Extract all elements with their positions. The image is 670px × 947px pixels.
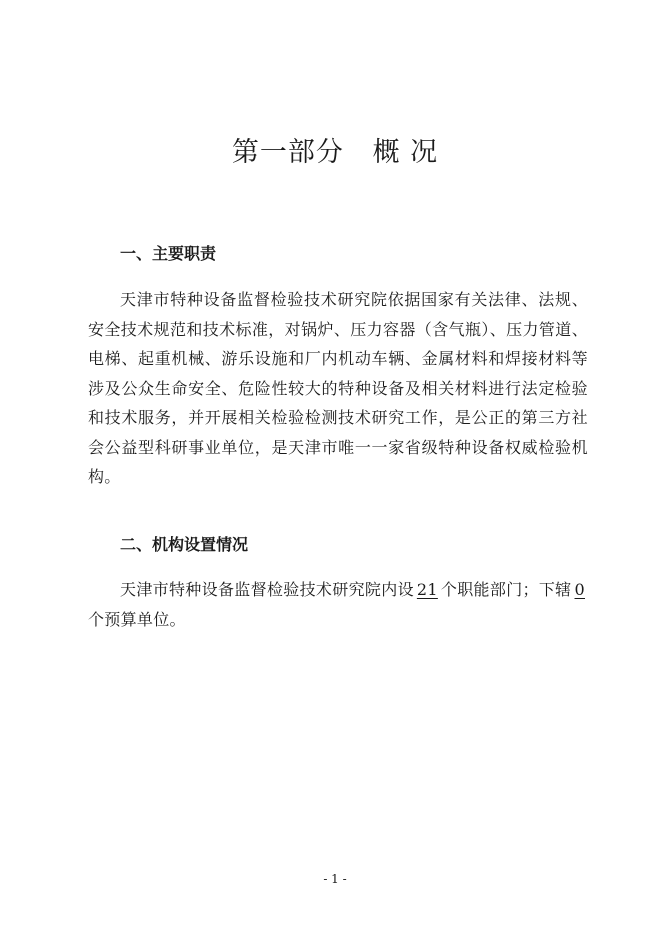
section-heading-main-duties: 一、主要职责 <box>120 244 217 263</box>
organization-text-before: 天津市特种设备监督检验技术研究院内设 <box>120 580 414 599</box>
section-heading-organization: 二、机构设置情况 <box>120 535 249 554</box>
page-title: 第一部分 概 况 <box>231 137 439 168</box>
page-number: - 1 - <box>323 872 347 886</box>
organization-text-middle: 个职能部门；下辖 <box>440 580 572 599</box>
organization-paragraph <box>88 575 588 634</box>
organization-text-after: 个预算单位。 <box>88 609 186 629</box>
budget-units-count: 0 <box>574 580 585 599</box>
main-duties-paragraph: 天津市特种设备监督检验技术研究院依据国家有关法律、法规、安全技术规范和技术标准，对锅炉、压力容器（含气瓶）、压力管道、电梯、起重机械、游乐设施和厂内机动车辆、金属材料和焊接材料等涉及公众生命安全、危险性较大的特种设备及相关材料进行法定检验和技术服务，并开展相关检验检测技术研究工作，是公正的第三方社会公益型科研事业单位，是天津市唯一一家省级特种设备权威检验机构。 <box>88 290 588 486</box>
departments-count: 21 <box>416 580 438 599</box>
